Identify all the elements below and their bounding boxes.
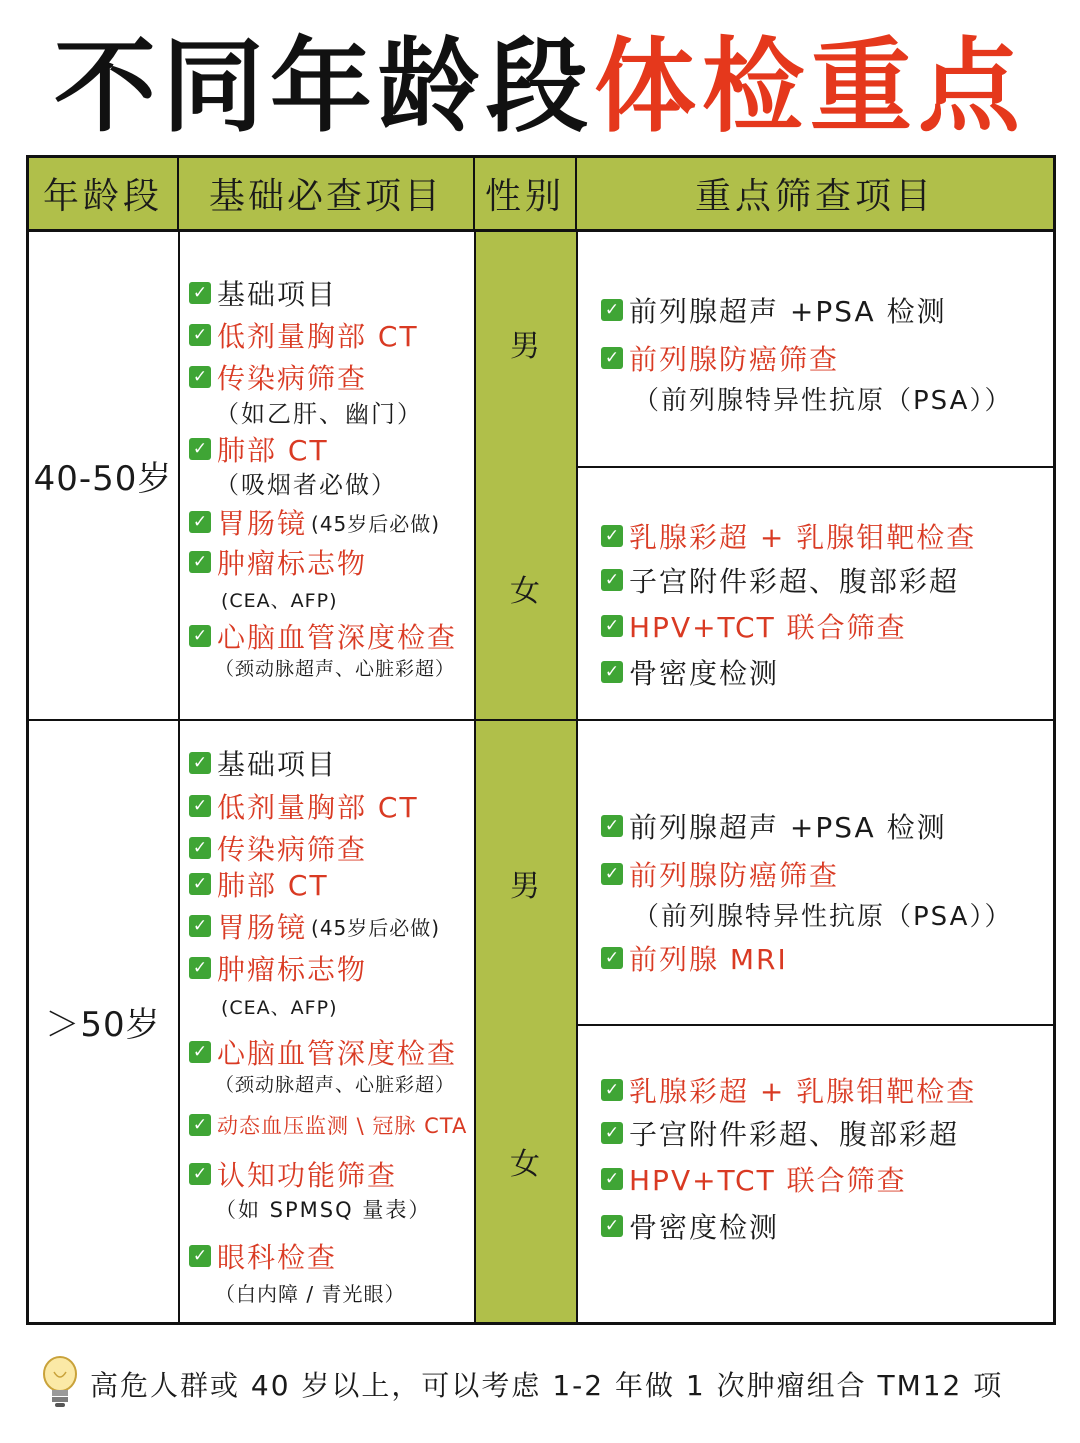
basic-item: ✓ 低剂量胸部 CT — [189, 315, 419, 355]
basic-item-note: （白内障 / 青光眼） — [215, 1282, 406, 1306]
basic-item-note: （颈动脉超声、心脏彩超） — [215, 658, 456, 680]
basic-item: ✓ 认知功能筛查 — [189, 1154, 397, 1194]
check-icon: ✓ — [189, 1245, 211, 1267]
check-icon: ✓ — [189, 752, 211, 774]
group-divider — [29, 719, 1053, 721]
focus-item: ✓ 子宫附件彩超、腹部彩超 — [601, 1113, 959, 1153]
basic-item: ✓ 胃肠镜 (45岁后必做) — [189, 502, 440, 542]
check-icon: ✓ — [189, 957, 211, 979]
focus-item: ✓ 前列腺超声 +PSA 检测 — [601, 806, 947, 846]
title-part2: 体检重点 — [594, 28, 1026, 147]
header-focus: 重点筛查项目 — [577, 158, 1053, 232]
check-icon: ✓ — [601, 615, 623, 637]
check-icon: ✓ — [601, 947, 623, 969]
header-basic: 基础必查项目 — [179, 158, 475, 232]
gender-female-1: 女 — [510, 574, 540, 609]
check-icon: ✓ — [601, 347, 623, 369]
focus-item-note: （前列腺特异性抗原（PSA）） — [633, 386, 1013, 416]
header-gender: 性别 — [475, 158, 577, 232]
age-40-50: 40-50岁 — [33, 459, 173, 499]
check-icon: ✓ — [601, 525, 623, 547]
basic-item: ✓ 心脑血管深度检查 — [189, 616, 457, 656]
basic-item: ✓ 基础项目 — [189, 743, 337, 783]
focus-item: ✓ HPV+TCT 联合筛查 — [601, 606, 907, 646]
gender-divider — [577, 1024, 1053, 1026]
gender-divider — [577, 466, 1053, 468]
check-icon: ✓ — [189, 873, 211, 895]
check-icon: ✓ — [601, 299, 623, 321]
basic-item: ✓ 动态血压监测 \ 冠脉 CTA — [189, 1110, 467, 1140]
check-icon: ✓ — [189, 1041, 211, 1063]
check-icon: ✓ — [189, 324, 211, 346]
basic-item: ✓ 低剂量胸部 CT — [189, 786, 419, 826]
divider — [576, 232, 578, 1322]
check-icon: ✓ — [601, 661, 623, 683]
check-icon: ✓ — [601, 1215, 623, 1237]
basic-item-note: (CEA、AFP) — [221, 590, 338, 612]
check-icon: ✓ — [601, 1122, 623, 1144]
basic-item: ✓ 胃肠镜 (45岁后必做) — [189, 906, 440, 946]
header-age: 年龄段 — [29, 158, 179, 232]
gender-male-2: 男 — [510, 869, 540, 904]
focus-item: ✓ 乳腺彩超 + 乳腺钼靶检查 — [601, 516, 976, 556]
check-icon: ✓ — [189, 795, 211, 817]
gender-female-2: 女 — [510, 1147, 540, 1182]
lightbulb-icon — [40, 1354, 80, 1414]
check-icon: ✓ — [601, 863, 623, 885]
focus-item: ✓ 子宫附件彩超、腹部彩超 — [601, 560, 959, 600]
focus-item: ✓ 前列腺防癌筛查 — [601, 854, 839, 894]
basic-item-note: （颈动脉超声、心脏彩超） — [215, 1074, 456, 1096]
check-icon: ✓ — [189, 1114, 211, 1136]
focus-item: ✓ 前列腺防癌筛查 — [601, 338, 839, 378]
focus-item: ✓ 骨密度检测 — [601, 1206, 779, 1246]
divider — [178, 232, 180, 1322]
basic-item: ✓ 肿瘤标志物 — [189, 948, 367, 988]
check-icon: ✓ — [189, 837, 211, 859]
check-icon: ✓ — [601, 815, 623, 837]
check-icon: ✓ — [601, 1079, 623, 1101]
title-part1: 不同年龄段 — [54, 28, 594, 147]
age-over-50: ＞50岁 — [45, 1004, 161, 1045]
check-icon: ✓ — [189, 551, 211, 573]
check-icon: ✓ — [189, 282, 211, 304]
basic-item: ✓ 眼科检查 — [189, 1236, 337, 1276]
check-icon: ✓ — [189, 511, 211, 533]
gender-male-1: 男 — [510, 329, 540, 364]
footer-text: 高危人群或 40 岁以上，可以考虑 1-2 年做 1 次肿瘤组合 TM12 项 — [90, 1369, 1004, 1402]
basic-item: ✓ 肺部 CT — [189, 864, 329, 904]
focus-item-note: （前列腺特异性抗原（PSA）） — [633, 902, 1013, 932]
checkup-table — [26, 155, 1056, 1325]
basic-item: ✓ 传染病筛查 — [189, 357, 367, 397]
check-icon: ✓ — [601, 569, 623, 591]
basic-item-note: （如 SPMSQ 量表） — [215, 1198, 432, 1222]
check-icon: ✓ — [189, 366, 211, 388]
check-icon: ✓ — [189, 438, 211, 460]
footer-tip — [40, 1352, 1040, 1416]
focus-item: ✓ 前列腺超声 +PSA 检测 — [601, 290, 947, 330]
basic-item-note: （如乙肝、幽门） — [215, 400, 423, 428]
basic-item: ✓ 基础项目 — [189, 273, 337, 313]
page-title — [0, 28, 1080, 148]
basic-item-note: (CEA、AFP) — [221, 997, 338, 1019]
basic-item: ✓ 心脑血管深度检查 — [189, 1032, 457, 1072]
check-icon: ✓ — [189, 1163, 211, 1185]
check-icon: ✓ — [189, 915, 211, 937]
basic-item: ✓ 传染病筛查 — [189, 828, 367, 868]
check-icon: ✓ — [601, 1168, 623, 1190]
basic-item: ✓ 肺部 CT — [189, 429, 329, 469]
focus-item: ✓ 骨密度检测 — [601, 652, 779, 692]
focus-item: ✓ HPV+TCT 联合筛查 — [601, 1159, 907, 1199]
focus-item: ✓ 前列腺 MRI — [601, 938, 788, 978]
basic-item: ✓ 肿瘤标志物 — [189, 542, 367, 582]
focus-item: ✓ 乳腺彩超 + 乳腺钼靶检查 — [601, 1070, 976, 1110]
basic-item-note: （吸烟者必做） — [215, 471, 397, 499]
check-icon: ✓ — [189, 625, 211, 647]
